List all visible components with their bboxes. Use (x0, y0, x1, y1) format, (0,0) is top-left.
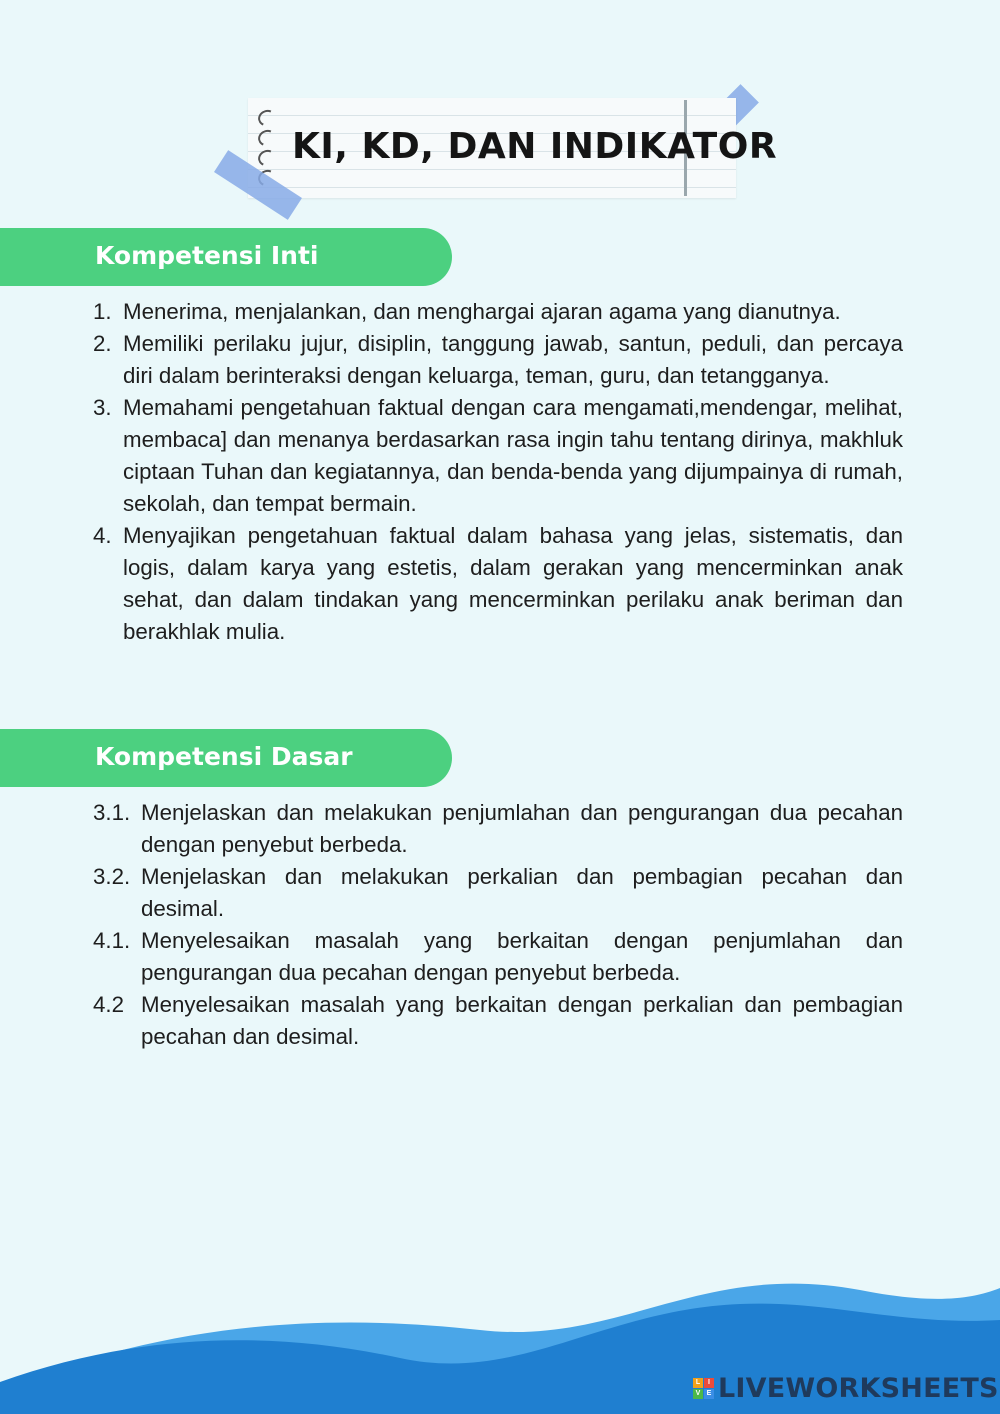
section-title: Kompetensi Dasar (95, 742, 353, 771)
list-item (93, 989, 903, 1053)
ring-icon (256, 147, 278, 168)
logo-letter: I (704, 1378, 714, 1388)
section-header-kompetensi-inti (0, 228, 452, 286)
kompetensi-dasar-list (93, 797, 903, 1053)
ring-icon (256, 127, 278, 148)
list-item (93, 925, 903, 989)
item-number: 1. (93, 299, 112, 324)
ring-icon (256, 107, 278, 128)
item-number: 3.2. (93, 864, 131, 889)
list-item (93, 392, 903, 520)
list-item (93, 520, 903, 648)
item-text: Memiliki perilaku jujur, disiplin, tanggung jawab, santun, peduli, dan percaya diri dalam berinteraksi dengan keluarga, teman, guru, dan tetangganya. (123, 331, 903, 388)
logo-letter: V (693, 1389, 703, 1399)
item-text: Menerima, menjalankan, dan menghargai ajaran agama yang dianutnya. (123, 299, 841, 324)
item-text: Menyelesaikan masalah yang berkaitan dengan penjumlahan dan pengurangan dua pecahan dengan penyebut berbeda. (141, 928, 903, 985)
liveworksheets-logo-icon (693, 1378, 714, 1399)
item-number: 3. (93, 395, 112, 420)
item-number: 4.2 (93, 992, 124, 1017)
item-text: Menyelesaikan masalah yang berkaitan dengan perkalian dan pembagian pecahan dan desimal. (141, 992, 903, 1049)
section-header-kompetensi-dasar (0, 729, 452, 787)
title-card (248, 98, 778, 198)
item-text: Menyajikan pengetahuan faktual dalam bahasa yang jelas, sistematis, dan logis, dalam karya yang estetis, dalam gerakan yang mencerminkan anak sehat, dan dalam tindakan yang mencerminkan perilaku anak beriman dan berakhlak mulia. (123, 523, 903, 644)
section-title: Kompetensi Inti (95, 241, 319, 270)
logo-letter: E (704, 1389, 714, 1399)
kompetensi-inti-list (93, 296, 903, 648)
item-text: Memahami pengetahuan faktual dengan cara mengamati,mendengar, melihat, membaca] dan menanya berdasarkan rasa ingin tahu tentang dirinya, makhluk ciptaan Tuhan dan kegiatannya, dan benda-benda yang dijumpainya di rumah, sekolah, dan tempat bermain. (123, 395, 903, 516)
item-number: 4. (93, 523, 112, 548)
list-item (93, 861, 903, 925)
list-item (93, 797, 903, 861)
page-title: KI, KD, DAN INDIKATOR (292, 126, 778, 167)
item-number: 2. (93, 331, 112, 356)
brand-text: LIVEWORKSHEETS (718, 1373, 999, 1404)
item-text: Menjelaskan dan melakukan penjumlahan dan pengurangan dua pecahan dengan penyebut berbeda. (141, 800, 903, 857)
liveworksheets-brand (693, 1373, 999, 1404)
item-number: 4.1. (93, 928, 131, 953)
item-text: Menjelaskan dan melakukan perkalian dan pembagian pecahan dan desimal. (141, 864, 903, 921)
item-number: 3.1. (93, 800, 131, 825)
list-item (93, 296, 903, 328)
list-item (93, 328, 903, 392)
logo-letter: L (693, 1378, 703, 1388)
